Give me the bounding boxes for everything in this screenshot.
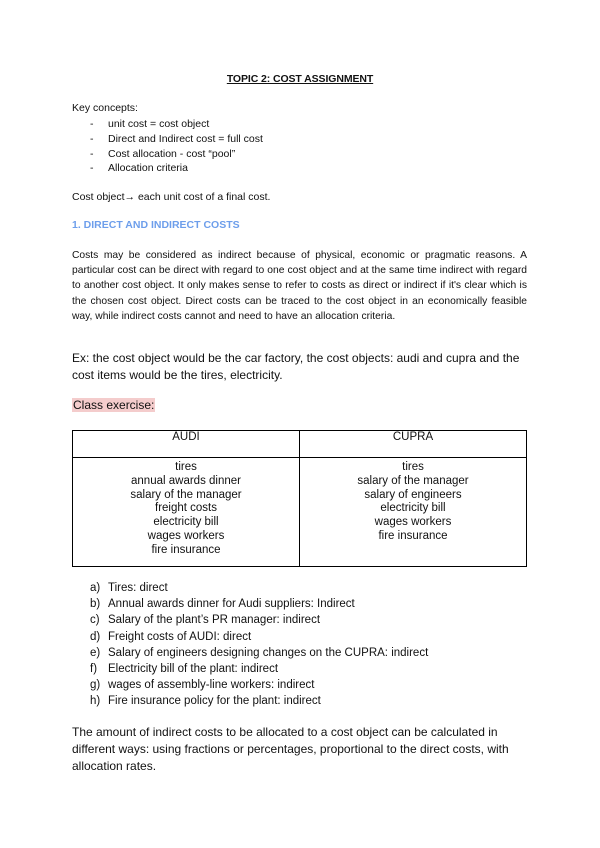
- table-cell-item: electricity bill: [380, 502, 446, 515]
- table-cell-item: annual awards dinner: [131, 474, 241, 487]
- list-item: [90, 693, 428, 709]
- table-cell-item: salary of engineers: [364, 488, 462, 501]
- closing-paragraph: The amount of indirect costs to be allocated to a cost object can be calculated in different ways: using fractions or percentages, proportional to the direct costs, with allocation rates.: [72, 725, 509, 773]
- list-item: [90, 147, 263, 162]
- list-item: [90, 677, 428, 693]
- answer-text: Electricity bill of the plant: indirect: [108, 662, 279, 675]
- table-cell-item: tires: [175, 461, 197, 473]
- answer-text: Annual awards dinner for Audi suppliers: Indirect: [108, 598, 355, 611]
- answer-label: g): [90, 679, 101, 692]
- audi-cost-items: [73, 458, 300, 567]
- table-cell-item: salary of the manager: [130, 488, 242, 501]
- example-paragraph: Ex: the cost object would be the car factory, the cost objects: audi and cupra and the cost items would be the tires, electricity.: [72, 351, 520, 382]
- table-row: [73, 458, 527, 567]
- key-concept-text: Allocation criteria: [108, 162, 188, 175]
- cupra-cost-items: [300, 458, 527, 567]
- body-paragraph: Costs may be considered as indirect because of physical, economic or pragmatic reasons. A particular cost can be direct with regard to one cost object and at the same time indirect with regard to another cost object. It only makes sense to refer to costs as direct or indirect if it's clear which is the chosen cost object. Direct costs can be traced to the cost object in an economically feasible way, while indirect costs cannot and need to have an allocation criteria.: [72, 250, 527, 322]
- list-item: [90, 612, 428, 628]
- answer-text: Fire insurance policy for the plant: indirect: [108, 695, 321, 708]
- key-concepts-heading: Key concepts:: [72, 102, 138, 114]
- bullet-dash: -: [90, 147, 94, 160]
- list-item: [90, 117, 263, 132]
- page-title: TOPIC 2: COST ASSIGNMENT: [226, 73, 374, 85]
- table-header-row: [73, 431, 527, 458]
- list-item: [90, 645, 428, 661]
- table-cell-item: fire insurance: [151, 543, 221, 556]
- key-concept-text: Cost allocation - cost “pool”: [108, 147, 236, 160]
- table-cell-item: electricity bill: [153, 516, 219, 529]
- column-header-cupra: CUPRA: [300, 431, 527, 458]
- key-concept-text: Direct and Indirect cost = full cost: [108, 132, 263, 145]
- answer-text: wages of assembly-line workers: indirect: [108, 679, 315, 692]
- answer-label: h): [90, 695, 101, 708]
- table-cell-item: wages workers: [374, 516, 452, 529]
- table-cell-item: freight costs: [155, 502, 217, 515]
- answer-text: Tires: direct: [108, 582, 168, 594]
- answer-label: b): [90, 598, 101, 611]
- cost-items-table: [72, 430, 527, 567]
- key-concept-text: unit cost = cost object: [108, 118, 210, 130]
- key-concepts-list: [90, 117, 263, 176]
- cost-object-definition: Cost object→ each unit cost of a final cost.: [72, 191, 271, 203]
- table-cell-item: tires: [402, 461, 424, 473]
- answer-text: Freight costs of AUDI: direct: [108, 630, 252, 643]
- section-heading-direct-indirect: 1. DIRECT AND INDIRECT COSTS: [72, 219, 240, 231]
- answer-text: Salary of the plant’s PR manager: indirect: [108, 614, 321, 627]
- bullet-dash: -: [90, 118, 94, 130]
- list-item: [90, 629, 428, 645]
- answer-label: c): [90, 614, 100, 627]
- list-item: [90, 132, 263, 147]
- answer-label: a): [90, 582, 101, 594]
- list-item: [90, 661, 428, 677]
- answer-label: e): [90, 646, 101, 659]
- exercise-answers-list: [90, 580, 428, 710]
- table-cell-item: fire insurance: [378, 529, 448, 542]
- table-cell-item: salary of the manager: [357, 474, 469, 487]
- bullet-dash: -: [90, 132, 94, 145]
- answer-text: Salary of engineers designing changes on the CUPRA: indirect: [108, 646, 429, 659]
- answer-label: f): [90, 662, 98, 675]
- column-header-audi: AUDI: [73, 431, 300, 458]
- list-item: [90, 580, 428, 596]
- list-item: [90, 161, 263, 176]
- answer-label: d): [90, 630, 101, 643]
- table-cell-item: wages workers: [147, 529, 225, 542]
- class-exercise-label: Class exercise:: [73, 398, 155, 412]
- list-item: [90, 596, 428, 612]
- bullet-dash: -: [90, 162, 94, 175]
